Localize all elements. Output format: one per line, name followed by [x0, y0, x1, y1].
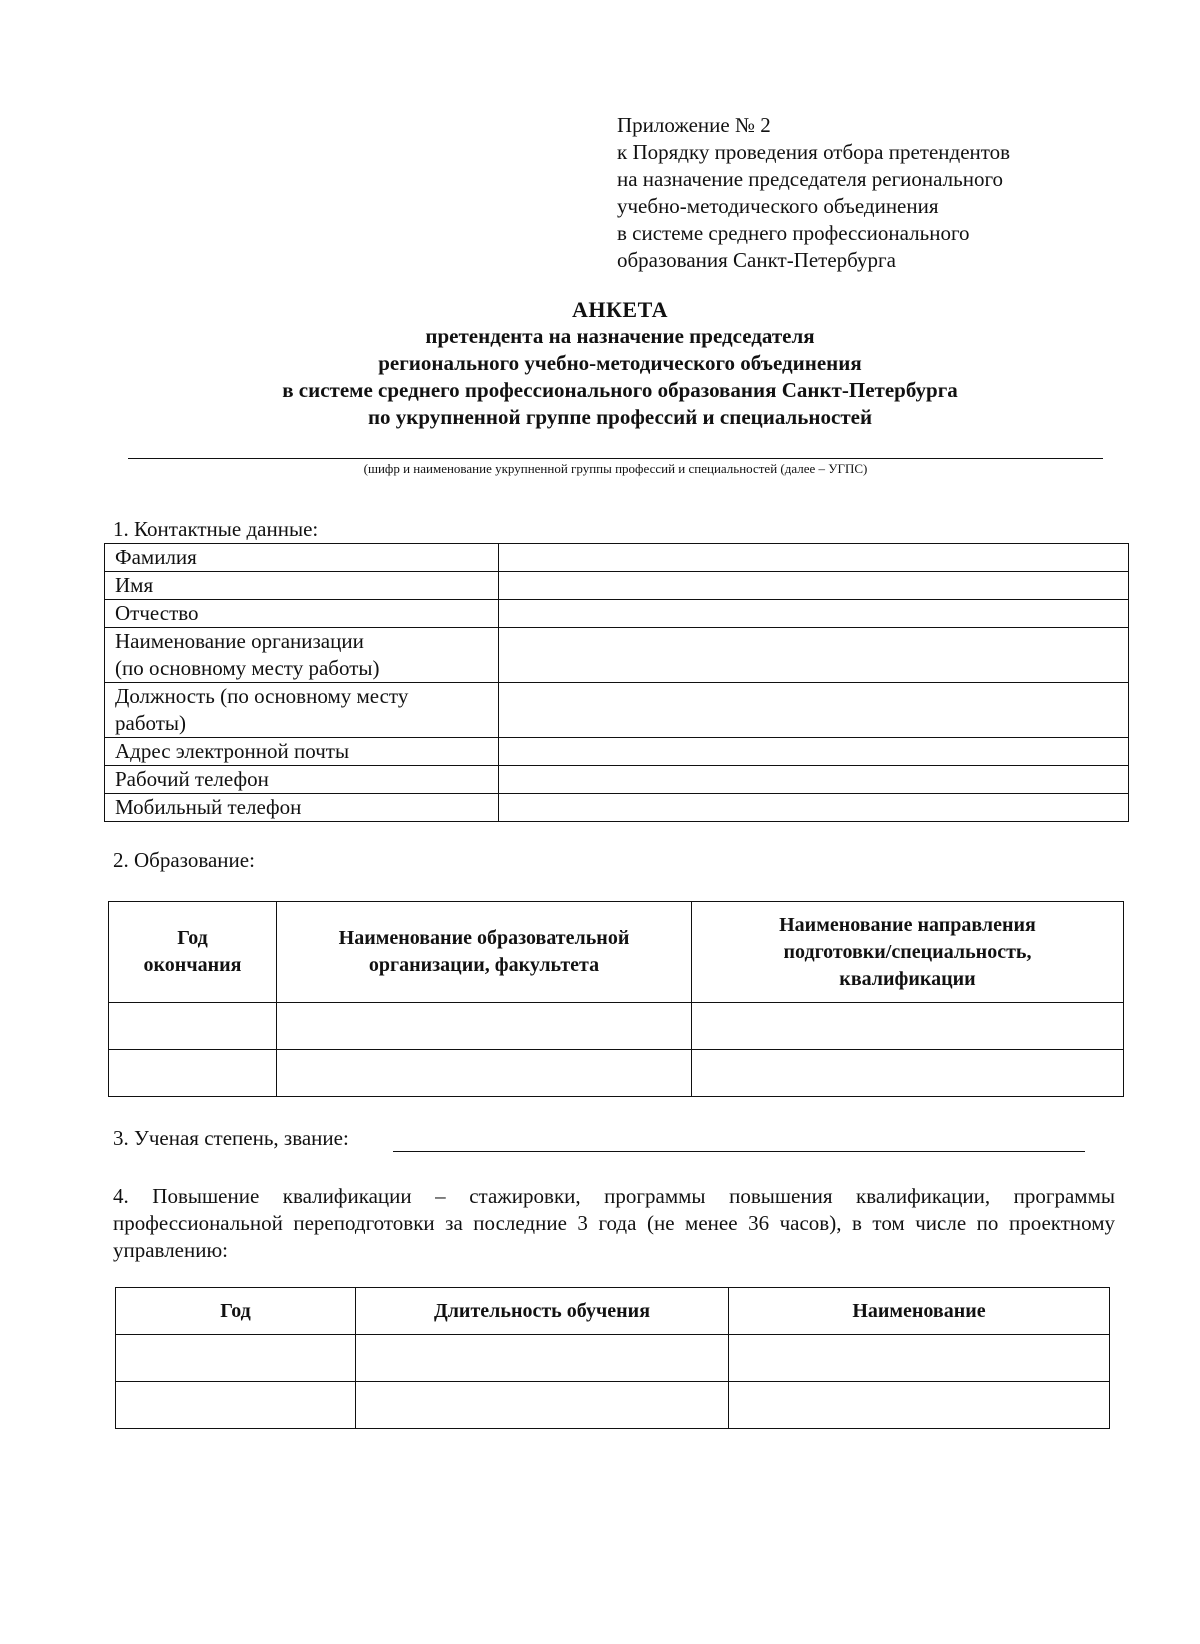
- table-row: [105, 600, 1129, 628]
- contacts-table: [104, 543, 1129, 822]
- table-row: [116, 1335, 1110, 1382]
- contact-label-position: Должность (по основному месту работы): [105, 683, 499, 738]
- appendix-block: [617, 112, 1137, 274]
- qual-cell[interactable]: [116, 1382, 356, 1429]
- contact-label-mobile-phone: Мобильный телефон: [105, 794, 499, 822]
- qual-header-name: Наименование: [729, 1288, 1110, 1335]
- appendix-line: к Порядку проведения отбора претендентов: [617, 140, 1011, 164]
- contact-value-organization[interactable]: [499, 628, 1129, 683]
- table-header-row: [109, 902, 1124, 1003]
- section-1-label: 1. Контактные данные:: [113, 517, 319, 541]
- edu-cell[interactable]: [692, 1050, 1124, 1097]
- contact-label-work-phone: Рабочий телефон: [105, 766, 499, 794]
- table-row: [105, 544, 1129, 572]
- edu-cell[interactable]: [277, 1003, 692, 1050]
- edu-cell[interactable]: [109, 1003, 277, 1050]
- edu-cell[interactable]: [692, 1003, 1124, 1050]
- section-3-label: 3. Ученая степень, звание:: [113, 1126, 349, 1150]
- ugps-caption: (шифр и наименование укрупненной группы профессий и специальностей (далее – УГПС): [363, 461, 868, 476]
- contact-label-surname: Фамилия: [105, 544, 499, 572]
- qualification-table: [115, 1287, 1110, 1429]
- appendix-line: Приложение № 2: [617, 113, 771, 137]
- table-row: [105, 794, 1129, 822]
- table-row: [105, 683, 1129, 738]
- contact-value-position[interactable]: [499, 683, 1129, 738]
- contact-label-email: Адрес электронной почты: [105, 738, 499, 766]
- contact-label-organization: Наименование организации (по основному месту работы): [105, 628, 499, 683]
- table-row: [116, 1382, 1110, 1429]
- contact-value-work-phone[interactable]: [499, 766, 1129, 794]
- section-4-text: 4. Повышение квалификации – стажировки, программы повышения квалификации, программы профессиональной переподготовки за последние 3 года (не менее 36 часов), в том числе по проектному управлению:: [113, 1184, 1115, 1262]
- contact-value-patronymic[interactable]: [499, 600, 1129, 628]
- table-row: [105, 738, 1129, 766]
- qual-cell[interactable]: [729, 1335, 1110, 1382]
- table-header-row: [116, 1288, 1110, 1335]
- appendix-line: образования Санкт-Петербурга: [617, 248, 896, 272]
- contact-label-patronymic: Отчество: [105, 600, 499, 628]
- title-line: по укрупненной группе профессий и специальностей: [367, 405, 873, 429]
- section-2-label: 2. Образование:: [113, 848, 255, 872]
- table-row: [105, 766, 1129, 794]
- qual-header-year: Год: [116, 1288, 356, 1335]
- appendix-line: учебно-методического объединения: [617, 194, 939, 218]
- qual-cell[interactable]: [729, 1382, 1110, 1429]
- table-row: [105, 628, 1129, 683]
- contact-value-surname[interactable]: [499, 544, 1129, 572]
- edu-cell[interactable]: [109, 1050, 277, 1097]
- edu-header-year: Год окончания: [109, 902, 277, 1003]
- title-line: претендента на назначение председателя: [425, 324, 815, 348]
- qual-cell[interactable]: [116, 1335, 356, 1382]
- title-main: АНКЕТА: [571, 297, 669, 322]
- title-line: в системе среднего профессионального образования Санкт-Петербурга: [282, 378, 958, 402]
- contact-value-email[interactable]: [499, 738, 1129, 766]
- degree-fill-line[interactable]: [393, 1151, 1085, 1152]
- table-row: [109, 1003, 1124, 1050]
- edu-cell[interactable]: [277, 1050, 692, 1097]
- appendix-line: в системе среднего профессионального: [617, 221, 970, 245]
- education-table: [108, 901, 1124, 1097]
- ugps-fill-line[interactable]: [128, 458, 1103, 459]
- form-title: [90, 296, 1150, 431]
- table-row: [109, 1050, 1124, 1097]
- edu-header-specialty: Наименование направления подготовки/специальность, квалификации: [692, 902, 1124, 1003]
- qual-cell[interactable]: [356, 1382, 729, 1429]
- title-line: регионального учебно-методического объединения: [378, 351, 862, 375]
- qual-header-duration: Длительность обучения: [356, 1288, 729, 1335]
- contact-label-name: Имя: [105, 572, 499, 600]
- qual-cell[interactable]: [356, 1335, 729, 1382]
- edu-header-organization: Наименование образовательной организации, факультета: [277, 902, 692, 1003]
- appendix-line: на назначение председателя регионального: [617, 167, 1004, 191]
- table-row: [105, 572, 1129, 600]
- contact-value-mobile-phone[interactable]: [499, 794, 1129, 822]
- contact-value-name[interactable]: [499, 572, 1129, 600]
